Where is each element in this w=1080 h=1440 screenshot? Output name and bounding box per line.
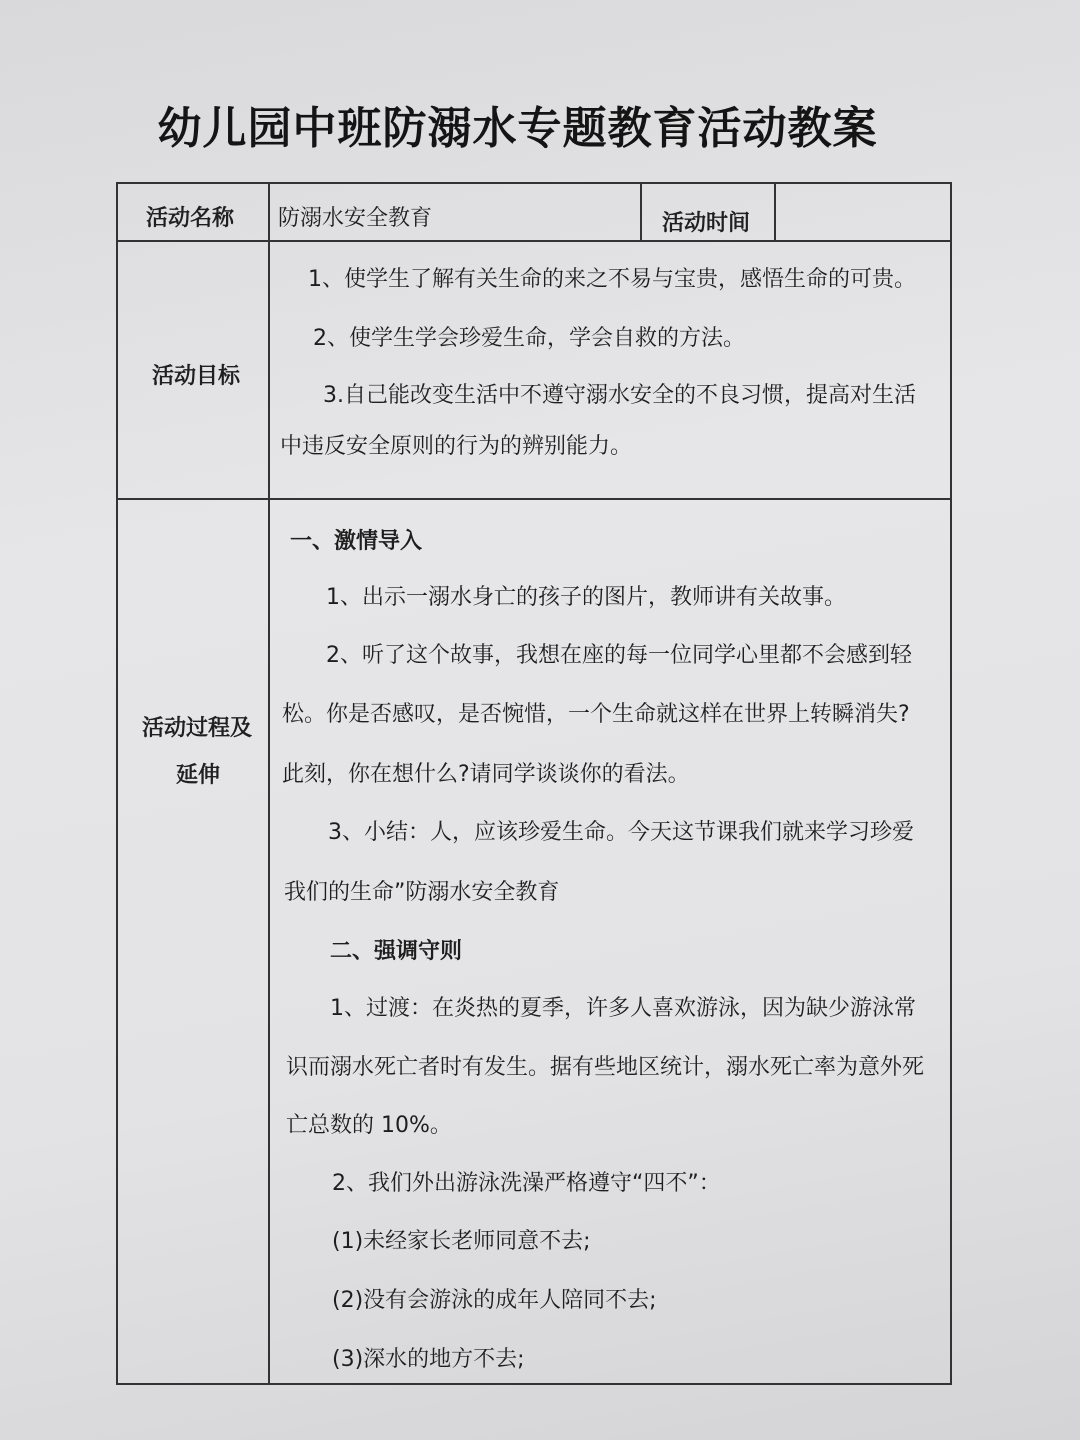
activity-process-label-line1: 活动过程及 bbox=[142, 716, 253, 741]
column-divider-label bbox=[268, 184, 270, 1383]
activity-name-value: 防溺水安全教育 bbox=[278, 206, 433, 231]
activity-goals-label: 活动目标 bbox=[152, 364, 241, 389]
process-line-2: 2、听了这个故事，我想在座的每一位同学心里都不会感到轻 bbox=[326, 643, 912, 668]
column-divider-time-label bbox=[640, 184, 642, 241]
row-divider-1 bbox=[118, 240, 950, 242]
process-line-6: 我们的生命”防溺水安全教育 bbox=[284, 880, 560, 905]
process-line-3: 松。你是否感叹，是否惋惜，一个生命就这样在世界上转瞬消失? bbox=[282, 702, 910, 727]
column-divider-time-value bbox=[774, 184, 776, 241]
process-line-13: (2)没有会游泳的成年人陪同不去; bbox=[332, 1288, 657, 1313]
activity-time-label: 活动时间 bbox=[662, 211, 751, 236]
process-line-1: 1、出示一溺水身亡的孩子的图片，教师讲有关故事。 bbox=[326, 585, 846, 610]
page-title: 幼儿园中班防溺水专题教育活动教案 bbox=[157, 103, 878, 154]
lesson-plan-table bbox=[116, 182, 952, 1385]
goal-line-1: 1、使学生了解有关生命的来之不易与宝贵，感悟生命的可贵。 bbox=[308, 267, 916, 292]
section-heading-intro: 一、激情导入 bbox=[290, 529, 423, 554]
process-line-8: 1、过渡：在炎热的夏季，许多人喜欢游泳，因为缺少游泳常 bbox=[330, 996, 916, 1021]
section-heading-rules: 二、强调守则 bbox=[330, 939, 463, 964]
activity-process-label-line2: 延伸 bbox=[176, 763, 221, 788]
process-line-14: (3)深水的地方不去; bbox=[332, 1347, 525, 1372]
goal-line-4: 中违反安全原则的行为的辨别能力。 bbox=[280, 434, 633, 459]
row-divider-2 bbox=[118, 498, 950, 500]
goal-line-2: 2、使学生学会珍爱生命，学会自救的方法。 bbox=[313, 326, 745, 351]
process-line-10: 亡总数的 10%。 bbox=[286, 1113, 452, 1138]
process-line-11: 2、我们外出游泳洗澡严格遵守“四不”： bbox=[332, 1171, 721, 1196]
process-line-4: 此刻，你在想什么?请同学谈谈你的看法。 bbox=[282, 762, 690, 787]
process-line-5: 3、小结：人，应该珍爱生命。今天这节课我们就来学习珍爱 bbox=[328, 820, 914, 845]
activity-name-label: 活动名称 bbox=[146, 206, 235, 231]
process-line-12: (1)未经家长老师同意不去; bbox=[332, 1229, 591, 1254]
process-line-9: 识而溺水死亡者时有发生。据有些地区统计，溺水死亡率为意外死 bbox=[286, 1055, 925, 1080]
goal-line-3: 3.自己能改变生活中不遵守溺水安全的不良习惯，提高对生活 bbox=[323, 383, 916, 408]
